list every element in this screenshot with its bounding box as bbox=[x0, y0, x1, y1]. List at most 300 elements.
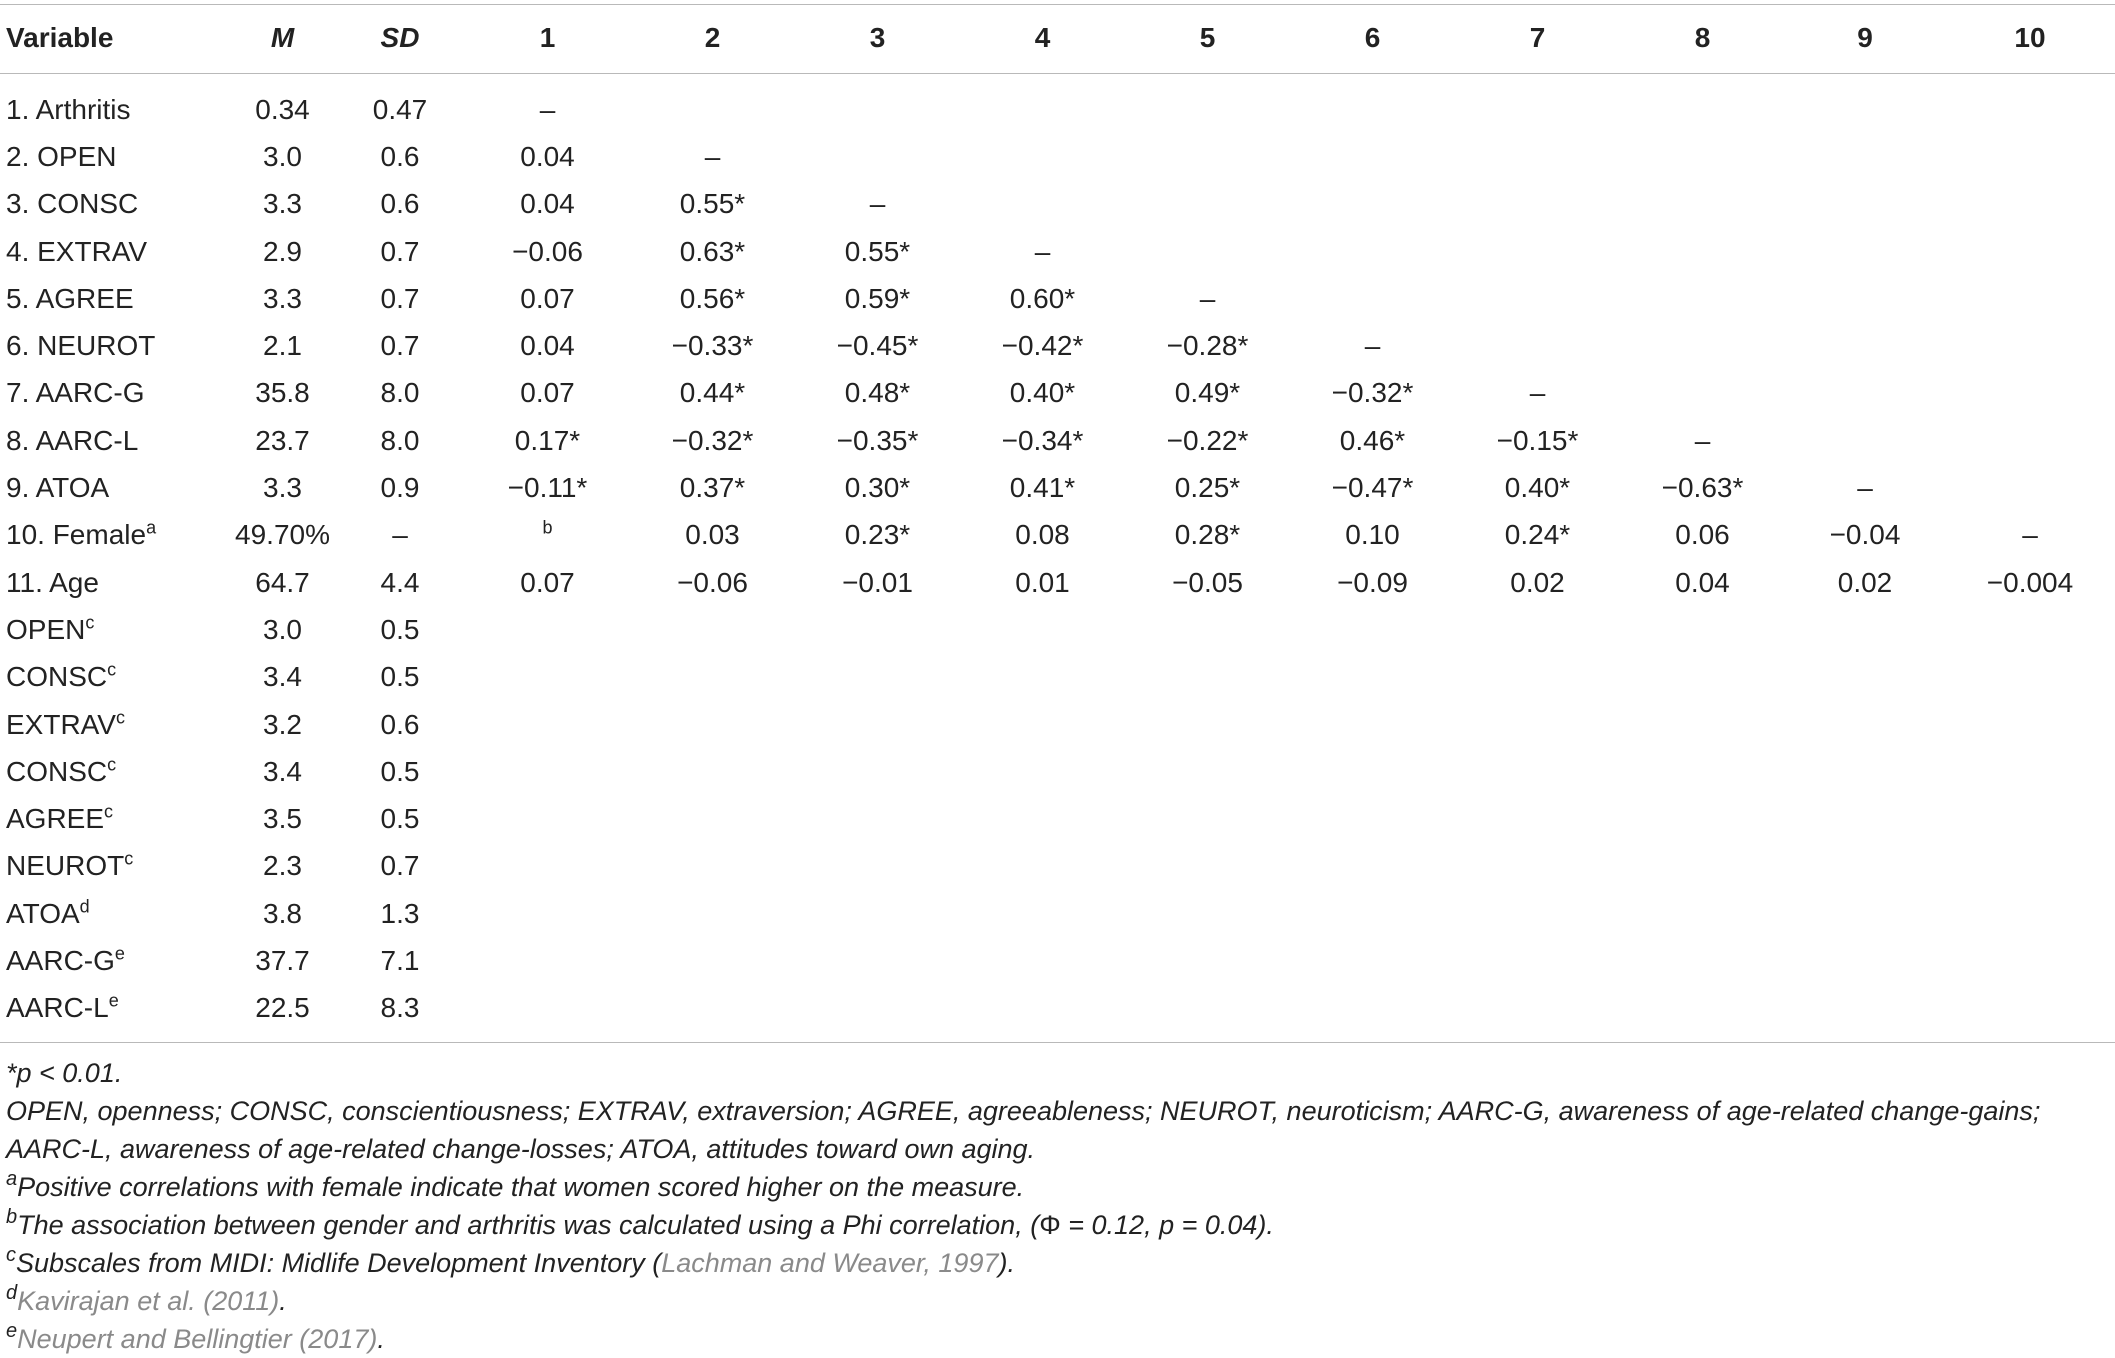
table-cell bbox=[1785, 890, 1945, 937]
column-header-7: 5 bbox=[1199, 22, 1216, 53]
table-cell: 0.41* bbox=[1009, 472, 1076, 504]
table-cell: – bbox=[1529, 377, 1546, 409]
table-row bbox=[0, 181, 2115, 228]
table-cell bbox=[1945, 843, 2115, 890]
row-label bbox=[0, 795, 230, 842]
row-label-text: 3. CONSC bbox=[6, 188, 139, 220]
table-cell: 3.8 bbox=[263, 897, 302, 929]
row-label-footnote-mark: c bbox=[124, 849, 134, 870]
table-cell: 0.04 bbox=[1675, 566, 1730, 598]
table-cell: −0.05 bbox=[1172, 566, 1243, 598]
table-cell: −0.04 bbox=[1829, 519, 1901, 551]
table-cell: −0.35* bbox=[836, 424, 919, 456]
table-cell: 0.40* bbox=[1009, 377, 1076, 409]
table-cell bbox=[1455, 133, 1620, 180]
table-cell bbox=[1785, 654, 1945, 701]
table-cell bbox=[1455, 654, 1620, 701]
table-cell bbox=[1455, 701, 1620, 748]
row-label-text: CONSC bbox=[6, 755, 108, 787]
row-label bbox=[0, 133, 230, 180]
table-cell bbox=[1620, 133, 1785, 180]
row-label-text: 7. AARC-G bbox=[6, 377, 145, 409]
table-cell: 2.3 bbox=[263, 850, 302, 882]
table-row bbox=[0, 890, 2115, 937]
table-cell bbox=[1290, 228, 1455, 275]
table-cell bbox=[465, 795, 630, 842]
row-label-text: 2. OPEN bbox=[6, 140, 117, 172]
table-cell bbox=[1945, 701, 2115, 748]
table-cell: 64.7 bbox=[255, 566, 310, 598]
table-cell bbox=[1785, 606, 1945, 653]
table-cell: −0.01 bbox=[842, 566, 913, 598]
table-cell: 49.70% bbox=[235, 519, 330, 551]
table-cell bbox=[1290, 133, 1455, 180]
table-cell: 37.7 bbox=[255, 944, 310, 976]
table-cell: 0.7 bbox=[380, 330, 420, 362]
table-cell bbox=[1945, 606, 2115, 653]
table-cell: 2.1 bbox=[263, 330, 302, 362]
column-header-variable: Variable bbox=[6, 22, 114, 53]
table-cell bbox=[1455, 228, 1620, 275]
table-row bbox=[0, 322, 2115, 369]
table-cell bbox=[1455, 843, 1620, 890]
table-cell: 0.04 bbox=[520, 140, 575, 172]
table-cell: 2.9 bbox=[263, 235, 302, 267]
table-cell bbox=[960, 985, 1125, 1032]
row-label bbox=[0, 606, 230, 653]
table-row bbox=[0, 370, 2115, 417]
table-cell: 22.5 bbox=[255, 992, 310, 1024]
reference-link-lachman[interactable]: Lachman and Weaver, 1997 bbox=[661, 1248, 999, 1278]
column-header-8: 6 bbox=[1364, 22, 1381, 53]
footnote-d-mark: d bbox=[6, 1282, 18, 1304]
table-cell: – bbox=[1364, 330, 1381, 362]
row-label-text: NEUROT bbox=[6, 850, 125, 882]
table-cell bbox=[1785, 228, 1945, 275]
table-cell: 0.48* bbox=[844, 377, 911, 409]
column-header-1: M bbox=[270, 22, 295, 53]
table-cell bbox=[630, 76, 795, 133]
footnote-abbreviations-line1: OPEN, openness; CONSC, conscientiousness; EXTRAV, extraversion; AGREE, agreeableness; NEUROT, neuroticism; AARC-G, awareness of age-related change-gains; bbox=[6, 1096, 2041, 1126]
table-cell: −0.33* bbox=[671, 330, 754, 362]
table-cell: – bbox=[1694, 424, 1711, 456]
table-cell bbox=[1125, 843, 1290, 890]
table-cell bbox=[960, 76, 1125, 133]
row-label bbox=[0, 76, 230, 133]
table-cell bbox=[1945, 795, 2115, 842]
table-row bbox=[0, 606, 2115, 653]
row-label bbox=[0, 985, 230, 1032]
table-row bbox=[0, 937, 2115, 984]
table-cell bbox=[1125, 133, 1290, 180]
table-cell: 0.24* bbox=[1504, 519, 1571, 551]
table-cell bbox=[1945, 322, 2115, 369]
table-cell bbox=[795, 795, 960, 842]
table-cell: 23.7 bbox=[255, 424, 310, 456]
table-cell bbox=[1620, 748, 1785, 795]
footnote-abbreviations-line2: AARC-L, awareness of age-related change-losses; ATOA, attitudes toward own aging. bbox=[6, 1134, 1036, 1164]
footnote-c-mark: c bbox=[6, 1244, 16, 1266]
row-label bbox=[0, 701, 230, 748]
footnote-c-text-after: ). bbox=[998, 1248, 1015, 1278]
table-row bbox=[0, 985, 2115, 1032]
table-cell bbox=[960, 181, 1125, 228]
table-cell bbox=[1945, 275, 2115, 322]
table-row bbox=[0, 701, 2115, 748]
footnote-d-text-after: . bbox=[279, 1286, 287, 1316]
row-label-text: OPEN bbox=[6, 613, 86, 645]
table-cell bbox=[795, 133, 960, 180]
table-cell: 4.4 bbox=[380, 566, 420, 598]
footnote-a-mark: a bbox=[6, 1168, 18, 1190]
table-cell bbox=[465, 890, 630, 937]
table-cell: 3.0 bbox=[263, 613, 302, 645]
table-cell bbox=[1125, 701, 1290, 748]
table-cell bbox=[1620, 937, 1785, 984]
table-cell bbox=[1945, 417, 2115, 464]
table-cell bbox=[960, 843, 1125, 890]
table-cell bbox=[1785, 748, 1945, 795]
table-cell bbox=[1785, 937, 1945, 984]
table-cell bbox=[1290, 843, 1455, 890]
table-row bbox=[0, 654, 2115, 701]
table-cell bbox=[1290, 748, 1455, 795]
table-cell: 0.04 bbox=[520, 330, 575, 362]
table-cell bbox=[1945, 181, 2115, 228]
column-header-11: 9 bbox=[1857, 22, 1873, 53]
table-cell bbox=[1945, 76, 2115, 133]
table-cell: 0.55* bbox=[679, 188, 746, 220]
row-label-footnote-mark: e bbox=[108, 990, 119, 1011]
table-cell: – bbox=[539, 93, 556, 125]
row-label bbox=[0, 512, 230, 559]
table-cell bbox=[1125, 181, 1290, 228]
table-cell: 0.07 bbox=[520, 282, 575, 314]
reference-link-neupert[interactable]: Neupert and Bellingtier (2017) bbox=[17, 1324, 378, 1354]
table-cell: 8.0 bbox=[380, 424, 420, 456]
table-cell bbox=[1945, 464, 2115, 511]
table-cell bbox=[1785, 322, 1945, 369]
table-row bbox=[0, 843, 2115, 890]
table-cell bbox=[960, 795, 1125, 842]
table-cell bbox=[1620, 843, 1785, 890]
table-row bbox=[0, 512, 2115, 559]
table-cell: – bbox=[2022, 519, 2038, 551]
column-header-6: 4 bbox=[1034, 22, 1051, 53]
table-cell bbox=[1620, 370, 1785, 417]
table-cell bbox=[630, 606, 795, 653]
table-cell bbox=[1290, 654, 1455, 701]
row-label-footnote-mark: d bbox=[79, 896, 90, 917]
table-cell: −0.34* bbox=[1001, 424, 1084, 456]
row-label bbox=[0, 322, 230, 369]
row-label-text: 1. Arthritis bbox=[6, 93, 131, 125]
table-cell: 0.17* bbox=[514, 424, 581, 456]
table-cell bbox=[1620, 275, 1785, 322]
table-cell bbox=[1455, 322, 1620, 369]
table-cell bbox=[1125, 937, 1290, 984]
table-cell: 0.37* bbox=[679, 472, 746, 504]
table-cell: 0.59* bbox=[844, 282, 911, 314]
table-cell bbox=[1455, 985, 1620, 1032]
table-cell bbox=[1945, 937, 2115, 984]
table-cell bbox=[1785, 795, 1945, 842]
table-cell: 3.4 bbox=[263, 661, 302, 693]
table-cell bbox=[1125, 606, 1290, 653]
table-cell bbox=[960, 133, 1125, 180]
table-bottom-rule bbox=[0, 1042, 2115, 1043]
table-cell: 0.07 bbox=[520, 377, 575, 409]
table-cell bbox=[1785, 985, 1945, 1032]
table-cell: 0.46* bbox=[1339, 424, 1406, 456]
row-label bbox=[0, 275, 230, 322]
table-cell: 0.04 bbox=[520, 188, 575, 220]
table-body bbox=[0, 76, 2115, 1032]
row-label-footnote-mark: c bbox=[107, 659, 117, 680]
table-cell bbox=[630, 701, 795, 748]
table-cell bbox=[1455, 606, 1620, 653]
table-cell bbox=[465, 654, 630, 701]
table-cell: 3.0 bbox=[263, 140, 302, 172]
footnote-b-text-after: = 0.12, p = 0.04). bbox=[1060, 1210, 1274, 1240]
table-cell bbox=[630, 795, 795, 842]
table-cell: 0.25* bbox=[1174, 472, 1241, 504]
row-label-text: EXTRAV bbox=[6, 708, 116, 740]
column-header-2: SD bbox=[380, 22, 420, 53]
table-cell: 8.0 bbox=[380, 377, 420, 409]
table-row bbox=[0, 417, 2115, 464]
table-cell bbox=[1125, 985, 1290, 1032]
row-label bbox=[0, 370, 230, 417]
table-cell bbox=[795, 701, 960, 748]
table-cell: 0.56* bbox=[679, 282, 746, 314]
footnote-significance: *p < 0.01. bbox=[6, 1058, 123, 1088]
table-cell: −0.004 bbox=[1986, 566, 2074, 598]
table-cell bbox=[1455, 76, 1620, 133]
table-row bbox=[0, 748, 2115, 795]
column-header-10: 8 bbox=[1694, 22, 1711, 53]
table-footnotes bbox=[6, 1054, 2106, 1358]
table-cell: 0.6 bbox=[380, 708, 420, 740]
row-label-text: 5. AGREE bbox=[6, 282, 134, 314]
table-cell bbox=[1620, 701, 1785, 748]
table-cell: 0.06 bbox=[1675, 519, 1730, 551]
table-cell bbox=[1945, 748, 2115, 795]
table-row bbox=[0, 76, 2115, 133]
table-cell bbox=[465, 937, 630, 984]
table-cell: 0.49* bbox=[1174, 377, 1241, 409]
table-cell: 0.5 bbox=[380, 803, 420, 835]
row-label bbox=[0, 228, 230, 275]
table-cell bbox=[465, 512, 630, 559]
table-cell: −0.42* bbox=[1001, 330, 1084, 362]
table-cell: 0.5 bbox=[380, 661, 420, 693]
table-cell: 0.55* bbox=[844, 235, 911, 267]
table-cell bbox=[1620, 795, 1785, 842]
table-cell: 0.63* bbox=[679, 235, 746, 267]
table-cell bbox=[795, 654, 960, 701]
table-cell bbox=[795, 937, 960, 984]
table-cell bbox=[1290, 181, 1455, 228]
table-cell bbox=[960, 701, 1125, 748]
table-cell: 0.02 bbox=[1510, 566, 1565, 598]
table-cell: 0.60* bbox=[1009, 282, 1076, 314]
table-cell bbox=[1785, 275, 1945, 322]
row-label-text: AARC-L bbox=[6, 992, 109, 1024]
table-row bbox=[0, 133, 2115, 180]
column-header-9: 7 bbox=[1529, 22, 1546, 53]
table-cell bbox=[1290, 795, 1455, 842]
table-cell bbox=[1785, 701, 1945, 748]
table-cell: −0.11* bbox=[507, 472, 588, 504]
table-cell bbox=[795, 843, 960, 890]
table-cell bbox=[1290, 890, 1455, 937]
table-cell: – bbox=[704, 140, 721, 172]
table-cell bbox=[960, 937, 1125, 984]
table-cell: 3.3 bbox=[263, 188, 302, 220]
table-cell bbox=[960, 748, 1125, 795]
table-cell bbox=[1945, 890, 2115, 937]
table-cell bbox=[795, 985, 960, 1032]
footnote-b-mark: b bbox=[6, 1206, 18, 1228]
table-cell: 0.34 bbox=[255, 93, 310, 125]
table-cell bbox=[630, 937, 795, 984]
table-cell bbox=[1125, 228, 1290, 275]
row-label bbox=[0, 890, 230, 937]
table-cell: – bbox=[1034, 235, 1051, 267]
table-cell bbox=[465, 606, 630, 653]
table-cell: 35.8 bbox=[255, 377, 310, 409]
footnote-e-mark: e bbox=[6, 1320, 18, 1342]
row-label-text: ATOA bbox=[6, 897, 80, 929]
table-cell bbox=[630, 843, 795, 890]
table-cell bbox=[1945, 133, 2115, 180]
table-cell bbox=[795, 606, 960, 653]
table-cell: 0.08 bbox=[1015, 519, 1070, 551]
table-cell: 0.7 bbox=[380, 850, 420, 882]
row-label-text: 9. ATOA bbox=[6, 472, 110, 504]
table-cell bbox=[1455, 275, 1620, 322]
table-cell: – bbox=[392, 519, 408, 551]
table-cell: – bbox=[1199, 282, 1216, 314]
table-cell bbox=[1290, 76, 1455, 133]
table-row bbox=[0, 275, 2115, 322]
table-cell bbox=[1945, 985, 2115, 1032]
table-cell bbox=[1620, 654, 1785, 701]
column-header-12: 10 bbox=[2014, 22, 2046, 53]
footnote-d bbox=[6, 1282, 2106, 1320]
table-cell bbox=[465, 843, 630, 890]
row-label-footnote-mark: a bbox=[146, 517, 157, 538]
row-label bbox=[0, 937, 230, 984]
table-cell bbox=[1620, 606, 1785, 653]
table-cell bbox=[1455, 181, 1620, 228]
table-cell bbox=[1620, 76, 1785, 133]
table-cell bbox=[795, 748, 960, 795]
row-label-footnote-mark: c bbox=[85, 612, 95, 633]
table-cell bbox=[465, 748, 630, 795]
row-label-text: 8. AARC-L bbox=[6, 424, 139, 456]
table-cell: 0.6 bbox=[380, 188, 420, 220]
table-cell: −0.09 bbox=[1337, 566, 1408, 598]
table-cell: – bbox=[869, 188, 886, 220]
table-cell bbox=[630, 985, 795, 1032]
table-cell bbox=[1125, 748, 1290, 795]
table-cell: 3.4 bbox=[263, 755, 302, 787]
table-cell: 0.28* bbox=[1174, 519, 1241, 551]
row-label bbox=[0, 748, 230, 795]
column-header-4: 2 bbox=[704, 22, 721, 53]
table-cell: 0.7 bbox=[380, 235, 420, 267]
table-cell: 0.5 bbox=[380, 613, 420, 645]
table-cell: 0.6 bbox=[380, 140, 420, 172]
table-cell bbox=[1620, 890, 1785, 937]
column-header-3: 1 bbox=[539, 22, 556, 53]
table-cell bbox=[1620, 322, 1785, 369]
table-cell: 0.40* bbox=[1504, 472, 1571, 504]
row-label bbox=[0, 417, 230, 464]
table-cell bbox=[960, 606, 1125, 653]
footnote-a bbox=[6, 1168, 2106, 1206]
table-row bbox=[0, 228, 2115, 275]
table-cell bbox=[795, 76, 960, 133]
table-cell bbox=[1290, 937, 1455, 984]
row-label-footnote-mark: c bbox=[104, 801, 114, 822]
table-cell bbox=[1455, 795, 1620, 842]
table-cell bbox=[1290, 985, 1455, 1032]
table-cell bbox=[1455, 937, 1620, 984]
table-cell: −0.63* bbox=[1661, 472, 1744, 504]
row-label bbox=[0, 181, 230, 228]
table-cell: −0.28* bbox=[1166, 330, 1249, 362]
table-cell: 0.47 bbox=[372, 93, 428, 125]
table-cell: −0.47* bbox=[1331, 472, 1414, 504]
table-cell: 7.1 bbox=[380, 944, 420, 976]
table-cell bbox=[1620, 228, 1785, 275]
table-cell: −0.15* bbox=[1496, 424, 1579, 456]
row-label bbox=[0, 559, 230, 606]
footnote-c-text: Subscales from MIDI: Midlife Development Inventory ( bbox=[16, 1248, 662, 1278]
row-label-footnote-mark: c bbox=[107, 754, 117, 775]
table-cell: 0.07 bbox=[520, 566, 575, 598]
footnote-b-text: The association between gender and arthritis was calculated using a Phi correlation, ( bbox=[17, 1210, 1040, 1240]
table-cell bbox=[465, 985, 630, 1032]
phi-footnote-mark: b bbox=[542, 517, 553, 538]
table-cell: 0.30* bbox=[844, 472, 911, 504]
row-label-footnote-mark: e bbox=[114, 943, 125, 964]
row-label bbox=[0, 654, 230, 701]
table-cell bbox=[1785, 370, 1945, 417]
table-cell bbox=[1125, 890, 1290, 937]
table-cell: −0.32* bbox=[1331, 377, 1414, 409]
reference-link-kavirajan[interactable]: Kavirajan et al. (2011) bbox=[17, 1286, 280, 1316]
table-cell bbox=[1945, 228, 2115, 275]
table-cell: 1.3 bbox=[380, 897, 420, 929]
table-cell bbox=[630, 890, 795, 937]
row-label-text: CONSC bbox=[6, 661, 108, 693]
row-label-text: 11. Age bbox=[6, 566, 99, 598]
table-cell: 3.5 bbox=[263, 803, 302, 835]
table-cell bbox=[1125, 76, 1290, 133]
table-cell bbox=[795, 890, 960, 937]
row-label bbox=[0, 843, 230, 890]
table-cell: 3.2 bbox=[263, 708, 302, 740]
row-label bbox=[0, 464, 230, 511]
footnote-b bbox=[6, 1206, 2106, 1244]
table-cell: 8.3 bbox=[380, 992, 420, 1024]
table-cell: −0.45* bbox=[836, 330, 919, 362]
table-cell: – bbox=[1857, 472, 1873, 504]
